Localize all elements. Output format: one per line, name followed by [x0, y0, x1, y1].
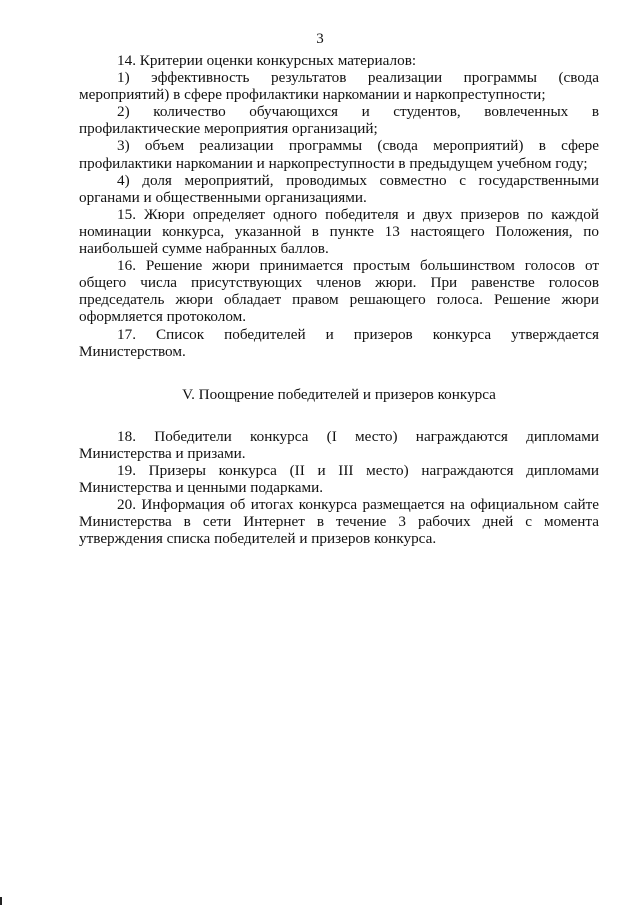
- criterion-2: 2) количество обучающихся и студентов, вовлеченных в профилактические мероприятия организаций;: [79, 103, 599, 138]
- paragraph-19: 19. Призеры конкурса (II и III место) награждаются дипломами Министерства и ценными подарками.: [79, 461, 599, 497]
- paragraph-14-criteria: 14. Критерии оценки конкурсных материалов:: [117, 52, 417, 69]
- paragraph-15: 15. Жюри определяет одного победителя и двух призеров по каждой номинации конкурса, указанной в пункте 13 настоящего Положения, по наибольшей сумме набранных баллов.: [79, 205, 599, 258]
- paragraph-20: 20. Информация об итогах конкурса размещается на официальном сайте Министерства в сети Интернет в течение 3 рабочих дней с момента утверждения списка победителей и призеров конкурса.: [79, 496, 599, 548]
- paragraph-16: 16. Решение жюри принимается простым большинством голосов от общего числа присутствующих членов жюри. При равенстве голосов председатель жюри обладает правом решающего голоса. Решение жюри оформляется протоколом.: [79, 257, 599, 326]
- section-heading: V. Поощрение победителей и призеров конкурса: [182, 385, 496, 403]
- page-number: 3: [316, 31, 324, 47]
- document-body: [79, 52, 599, 547]
- scan-edge-mark: [0, 897, 2, 905]
- paragraph-18: 18. Победители конкурса (I место) награждаются дипломами Министерства и призами.: [79, 427, 599, 462]
- criterion-3: 3) объем реализации программы (свода мероприятий) в сфере профилактики наркомании и наркопреступности в предыдущем учебном году;: [79, 137, 599, 172]
- criterion-4: 4) доля мероприятий, проводимых совместно с государственными органами и общественными организациями.: [79, 171, 599, 206]
- criterion-1: 1) эффективность результатов реализации программы (свода мероприятий) в сфере профилактики наркомании и наркопреступности;: [79, 69, 599, 104]
- paragraph-17: 17. Список победителей и призеров конкурса утверждается Министерством.: [79, 325, 599, 360]
